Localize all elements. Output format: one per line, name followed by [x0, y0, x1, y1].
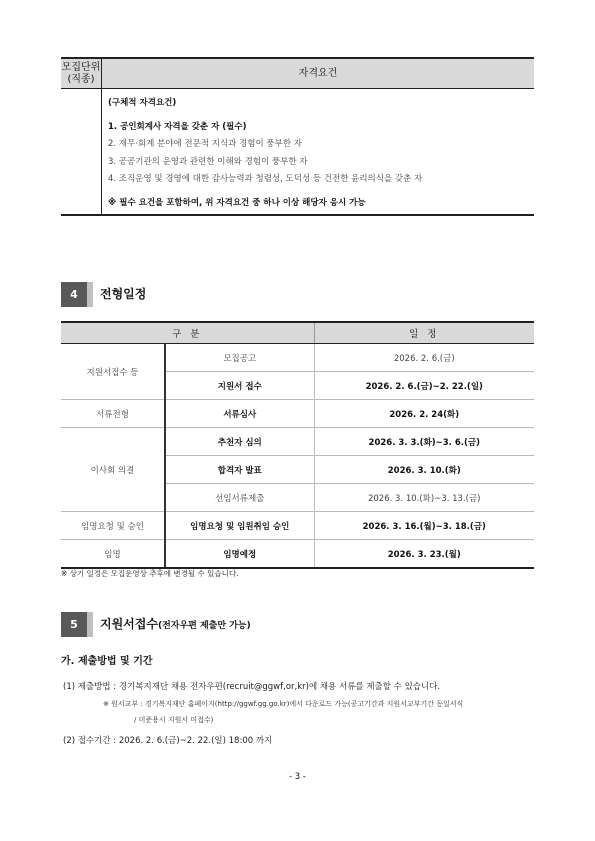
schedule-category: 임명요청 및 승인 [61, 512, 165, 540]
requirement-line: 4. 조직운영 및 경영에 대한 감사능력과 청렴성, 도덕성 등 건전한 윤리의식을 갖춘 자 [108, 174, 423, 184]
schedule-category: 지원서접수 등 [61, 344, 165, 400]
schedule-item: 모집공고 [165, 344, 314, 372]
section-title-sub: (전자우편 제출만 가능) [157, 621, 251, 631]
schedule-table [61, 321, 534, 569]
subheading-method: 가. 제출방법 및 기간 [61, 656, 153, 667]
requirements-table [61, 57, 534, 216]
header-requirements: 자격요건 [102, 58, 535, 89]
schedule-date: 2026. 2. 6.(금)~2. 22.(일) [314, 372, 534, 400]
schedule-category: 임명 [61, 540, 165, 569]
schedule-date: 2026. 2. 24(화) [314, 400, 534, 428]
table-row [61, 428, 534, 456]
table-row [61, 400, 534, 428]
schedule-note: ※ 상기 일정은 모집운영상 추후에 변경될 수 있습니다. [61, 569, 239, 578]
table-row [61, 344, 534, 372]
schedule-date: 2026. 3. 16.(월)~3. 18.(금) [314, 512, 534, 540]
schedule-date: 2026. 2. 6.(금) [314, 344, 534, 372]
schedule-category: 이사회 의결 [61, 428, 165, 512]
requirement-line: (구체적 자격요건) [108, 98, 177, 108]
schedule-item: 추천자 심의 [165, 428, 314, 456]
requirement-line: 2. 재무·회계 분야에 전문적 지식과 경험이 풍부한 자 [108, 139, 302, 149]
requirement-line: 3. 공공기관의 운영과 관련한 이해와 경험이 풍부한 자 [108, 156, 308, 167]
schedule-item: 선임서류제출 [165, 484, 314, 512]
schedule-date: 2026. 3. 23.(월) [314, 540, 534, 569]
table-row [61, 512, 534, 540]
section-number: 4 [61, 282, 87, 307]
schedule-date: 2026. 3. 10.(화) [314, 456, 534, 484]
schedule-item: 임명예정 [165, 540, 314, 569]
header-schedule: 일 정 [314, 322, 534, 344]
section-title: 전형일정 [100, 287, 147, 301]
section-number: 5 [61, 612, 87, 637]
requirements-list [102, 89, 534, 212]
requirement-line: 1. 공인회계사 자격을 갖춘 자 (필수) [108, 121, 247, 132]
schedule-item: 지원서 접수 [165, 372, 314, 400]
header-category: 구 분 [61, 322, 314, 344]
requirements-cell [102, 89, 535, 216]
section-title [100, 612, 251, 639]
schedule-item: 서류심사 [165, 400, 314, 428]
schedule-category: 서류전형 [61, 400, 165, 428]
schedule-item: 임명요청 및 임원취임 승인 [165, 512, 314, 540]
submission-method: (1) 제출방법 : 경기복지재단 채용 전자우편(recruit@ggwf,or,kr)에 채용 서류를 제출할 수 있습니다. [63, 682, 441, 692]
header-recruit-unit: 모집단위 (직종) [61, 58, 102, 89]
submission-period: (2) 접수기간 : 2026. 2. 6.(금)~2. 22.(일) 18:00 까지 [63, 736, 273, 746]
form-note-line2: / 미준용시 지원서 미접수) [134, 716, 214, 724]
recruit-unit-cell [61, 89, 102, 216]
section-title-main: 지원서접수 [100, 617, 158, 631]
schedule-date: 2026. 3. 10.(화)~3. 13.(금) [314, 484, 534, 512]
schedule-date: 2026. 3. 3.(화)~3. 6.(금) [314, 428, 534, 456]
schedule-item: 합격자 발표 [165, 456, 314, 484]
table-row [61, 540, 534, 569]
requirement-line: ※ 필수 요건을 포함하여, 위 자격요건 중 하나 이상 해당자 응시 가능 [108, 197, 366, 208]
page-number: - 3 - [289, 772, 306, 782]
form-note-line1: ※ 원서교부 : 경기복지재단 홈페이지(http://ggwf.gg.go.kr)에서 다운로드 가능(공고기간과 지원서교부기간 동일서식 [103, 700, 464, 708]
